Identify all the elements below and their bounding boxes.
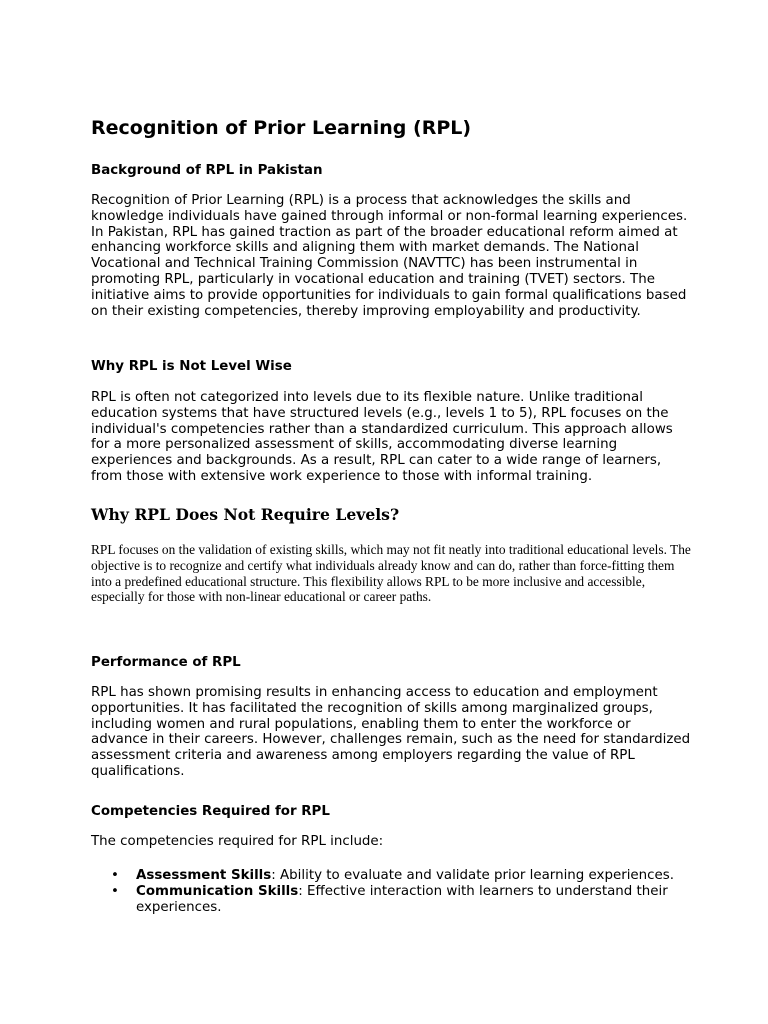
bullet-icon: •	[111, 883, 119, 899]
list-item-desc: : Ability to evaluate and validate prior learning experiences.	[271, 868, 674, 883]
section-heading-not-level-wise: Why RPL is Not Level Wise	[91, 359, 292, 374]
page-title: Recognition of Prior Learning (RPL)	[91, 117, 472, 139]
list-item	[91, 884, 691, 916]
section-heading-competencies: Competencies Required for RPL	[91, 804, 330, 819]
section-paragraph-not-level-wise: RPL is often not categorized into levels due to its flexible nature. Unlike traditional education systems that have structured levels (e.g., levels 1 to 5), RPL focuses on the individual's competencies rather than a standardized curriculum. This approach allows for a more personalized assessment of skills, accommodating diverse learning experiences and backgrounds. As a result, RPL can cater to a wide range of learners, from those with extensive work experience to those with informal training.	[91, 390, 673, 484]
section-paragraph-performance: RPL has shown promising results in enhancing access to education and employment opportunities. It has facilitated the recognition of skills among marginalized groups, including women and rural populations, enabling them to enter the workforce or advance in their careers. However, challenges remain, such as the need for standardized assessment criteria and awareness among employers regarding the value of RPL qualifications.	[91, 685, 691, 779]
list-item-term: Communication Skills	[136, 883, 299, 899]
section-heading-performance: Performance of RPL	[91, 655, 241, 670]
section-paragraph-no-levels: RPL focuses on the validation of existing skills, which may not fit neatly into traditional educational levels. The objective is to recognize and certify what individuals already know and can do, rather than force-fitting them into a predefined educational structure. This flexibility allows RPL to be more inclusive and accessible, especially for those with non-linear educational or career paths.	[91, 542, 691, 605]
section-heading-background: Background of RPL in Pakistan	[91, 163, 323, 178]
competencies-list	[91, 868, 691, 915]
section-paragraph-background: Recognition of Prior Learning (RPL) is a process that acknowledges the skills and knowledge individuals have gained through informal or non-formal learning experiences. In Pakistan, RPL has gained traction as part of the broader educational reform aimed at enhancing workforce skills and aligning them with market demands. The National Vocational and Technical Training Commission (NAVTTC) has been instrumental in promoting RPL, particularly in vocational education and training (TVET) sectors. The initiative aims to provide opportunities for individuals to gain formal qualifications based on their existing competencies, thereby improving employability and productivity.	[91, 193, 688, 319]
list-item	[91, 868, 691, 884]
list-item-term: Assessment Skills	[136, 868, 272, 883]
section-heading-no-levels: Why RPL Does Not Require Levels?	[91, 505, 400, 524]
list-item-desc: : Effective interaction with learners to understand their experiences.	[136, 883, 668, 915]
section-paragraph-competencies: The competencies required for RPL include:	[91, 834, 384, 849]
bullet-icon: •	[111, 868, 119, 883]
